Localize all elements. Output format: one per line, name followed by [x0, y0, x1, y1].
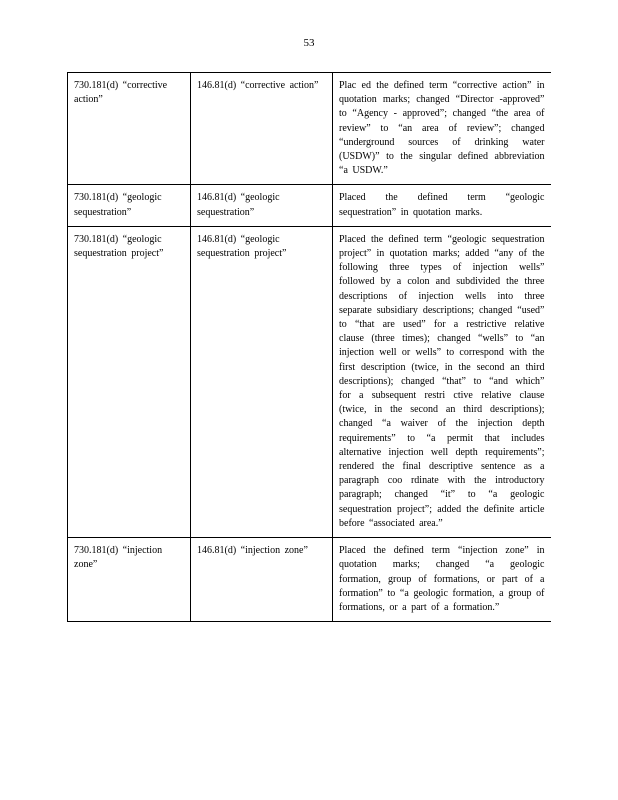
federal-section-cell: 146.81(d) “corrective action” [191, 73, 333, 185]
change-description-cell: Placed the defined term “geologic sequestration project” in quotation marks; added “any of the following three types of injection wells” followed by a colon and subdivided the three descriptions of injection wells into three separate subsidiary descriptions; changed “used” to “that are used” for a restrictive relative clause (three times); changed “wells” to “an injection well or wells” to correspond with the first description (twice, in the second an third descriptions); changed “that” to “and which” for a subsequent restri ctive relative clause (twice, in the second an third descriptions); changed “a waiver of the injection depth requirements” to “a permit that includes alternative injection well depth requirements”; rendered the final descriptive sentence as a paragraph coo rdinate with the introductory paragraph; changed “it” to “a geologic sequestration project”; added the definite article before “associated area.” [333, 226, 551, 537]
table-row [68, 226, 551, 537]
federal-section-cell: 146.81(d) “geologic sequestration” [191, 185, 333, 226]
federal-section-cell: 146.81(d) “injection zone” [191, 538, 333, 622]
federal-section-cell: 146.81(d) “geologic sequestration project” [191, 226, 333, 537]
page-number: 53 [303, 37, 315, 49]
state-section-cell: 730.181(d) “geologic sequestration project” [68, 226, 191, 537]
state-section-cell: 730.181(d) “corrective action” [68, 73, 191, 185]
change-description-cell: Placed the defined term “geologic sequestration” in quotation marks. [333, 185, 551, 226]
table-row [68, 185, 551, 226]
change-description-cell: Plac ed the defined term “corrective action” in quotation marks; changed “Director -approved” to “Agency - approved”; changed “the area of review” to “an area of review”; changed “underground sources of drinking water (USDW)” to the singular defined abbreviation “a USDW.” [333, 73, 551, 185]
change-description-cell: Placed the defined term “injection zone” in quotation marks; changed “a geologic formation, group of formations, or part of a formation” to “a geologic formation, a group of formations, or a part of a formation.” [333, 538, 551, 622]
state-section-cell: 730.181(d) “geologic sequestration” [68, 185, 191, 226]
table-row [68, 73, 551, 185]
state-section-cell: 730.181(d) “injection zone” [68, 538, 191, 622]
table-row [68, 538, 551, 622]
amendments-table [67, 72, 551, 622]
